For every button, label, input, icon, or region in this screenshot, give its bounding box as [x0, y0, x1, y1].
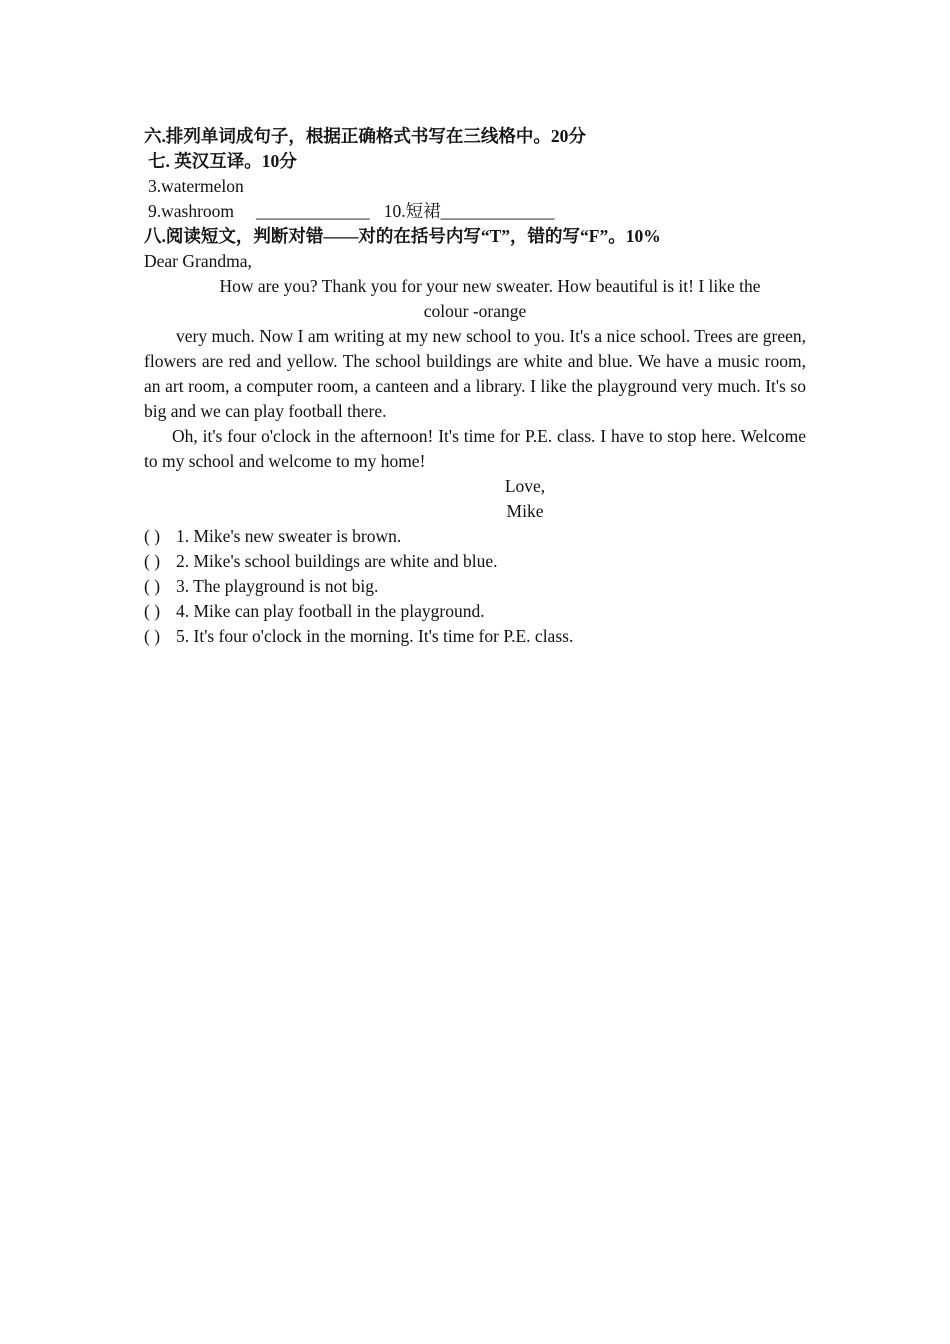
section6-heading: 六.排列单词成句子，根据正确格式书写在三线格中。20分 — [144, 126, 586, 146]
question-item — [144, 524, 806, 549]
question-item — [144, 624, 806, 649]
letter-signature: Mike — [506, 501, 544, 521]
section7-item9: 9.washroom — [148, 201, 235, 221]
answer-paren[interactable]: ( ) — [144, 626, 161, 646]
worksheet-page — [144, 124, 806, 649]
section7-item10: 10.短裙 — [383, 201, 441, 221]
question-text: 5. It's four o'clock in the morning. It's time for P.E. class. — [176, 626, 574, 646]
letter-salutation: Dear Grandma, — [144, 251, 252, 271]
section7-row-9-10 — [144, 199, 806, 224]
answer-paren[interactable]: ( ) — [144, 551, 161, 571]
answer-paren[interactable]: ( ) — [144, 526, 161, 546]
question-text: 1. Mike's new sweater is brown. — [176, 526, 402, 546]
letter-para2: Oh, it's four o'clock in the afternoon! It's time for P.E. class. I have to stop here. Welcome to my school and welcome to my home! — [144, 426, 806, 471]
question-item — [144, 549, 806, 574]
question-item — [144, 599, 806, 624]
letter-para1-line1: How are you? Thank you for your new sweater. How beautiful is it! I like the — [219, 276, 761, 296]
answer-paren[interactable]: ( ) — [144, 576, 161, 596]
answer-paren[interactable]: ( ) — [144, 601, 161, 621]
question-text: 2. Mike's school buildings are white and blue. — [176, 551, 498, 571]
question-text: 4. Mike can play football in the playground. — [176, 601, 485, 621]
section7-item3: 3.watermelon — [148, 176, 244, 196]
question-list — [144, 524, 806, 649]
section8-heading: 八.阅读短文，判断对错——对的在括号内写“T”，错的写“F”。10% — [144, 226, 661, 246]
letter-para1-rest: very much. Now I am writing at my new school to you. It's a nice school. Trees are green, flowers are red and yellow. The school buildings are white and blue. We have a music room, an art room, a computer room, a canteen and a library. I like the playground very much. It's so big and we can play football there. — [144, 326, 806, 421]
question-text: 3. The playground is not big. — [176, 576, 379, 596]
letter-para1-line2: colour -orange — [423, 301, 527, 321]
question-item — [144, 574, 806, 599]
section7-item10-blank[interactable]: _____________ — [440, 201, 555, 221]
section7-item9-blank[interactable]: _____________ — [256, 201, 370, 221]
section7-heading: 七. 英汉互译。10分 — [148, 151, 297, 171]
letter-closing: Love, — [504, 476, 546, 496]
